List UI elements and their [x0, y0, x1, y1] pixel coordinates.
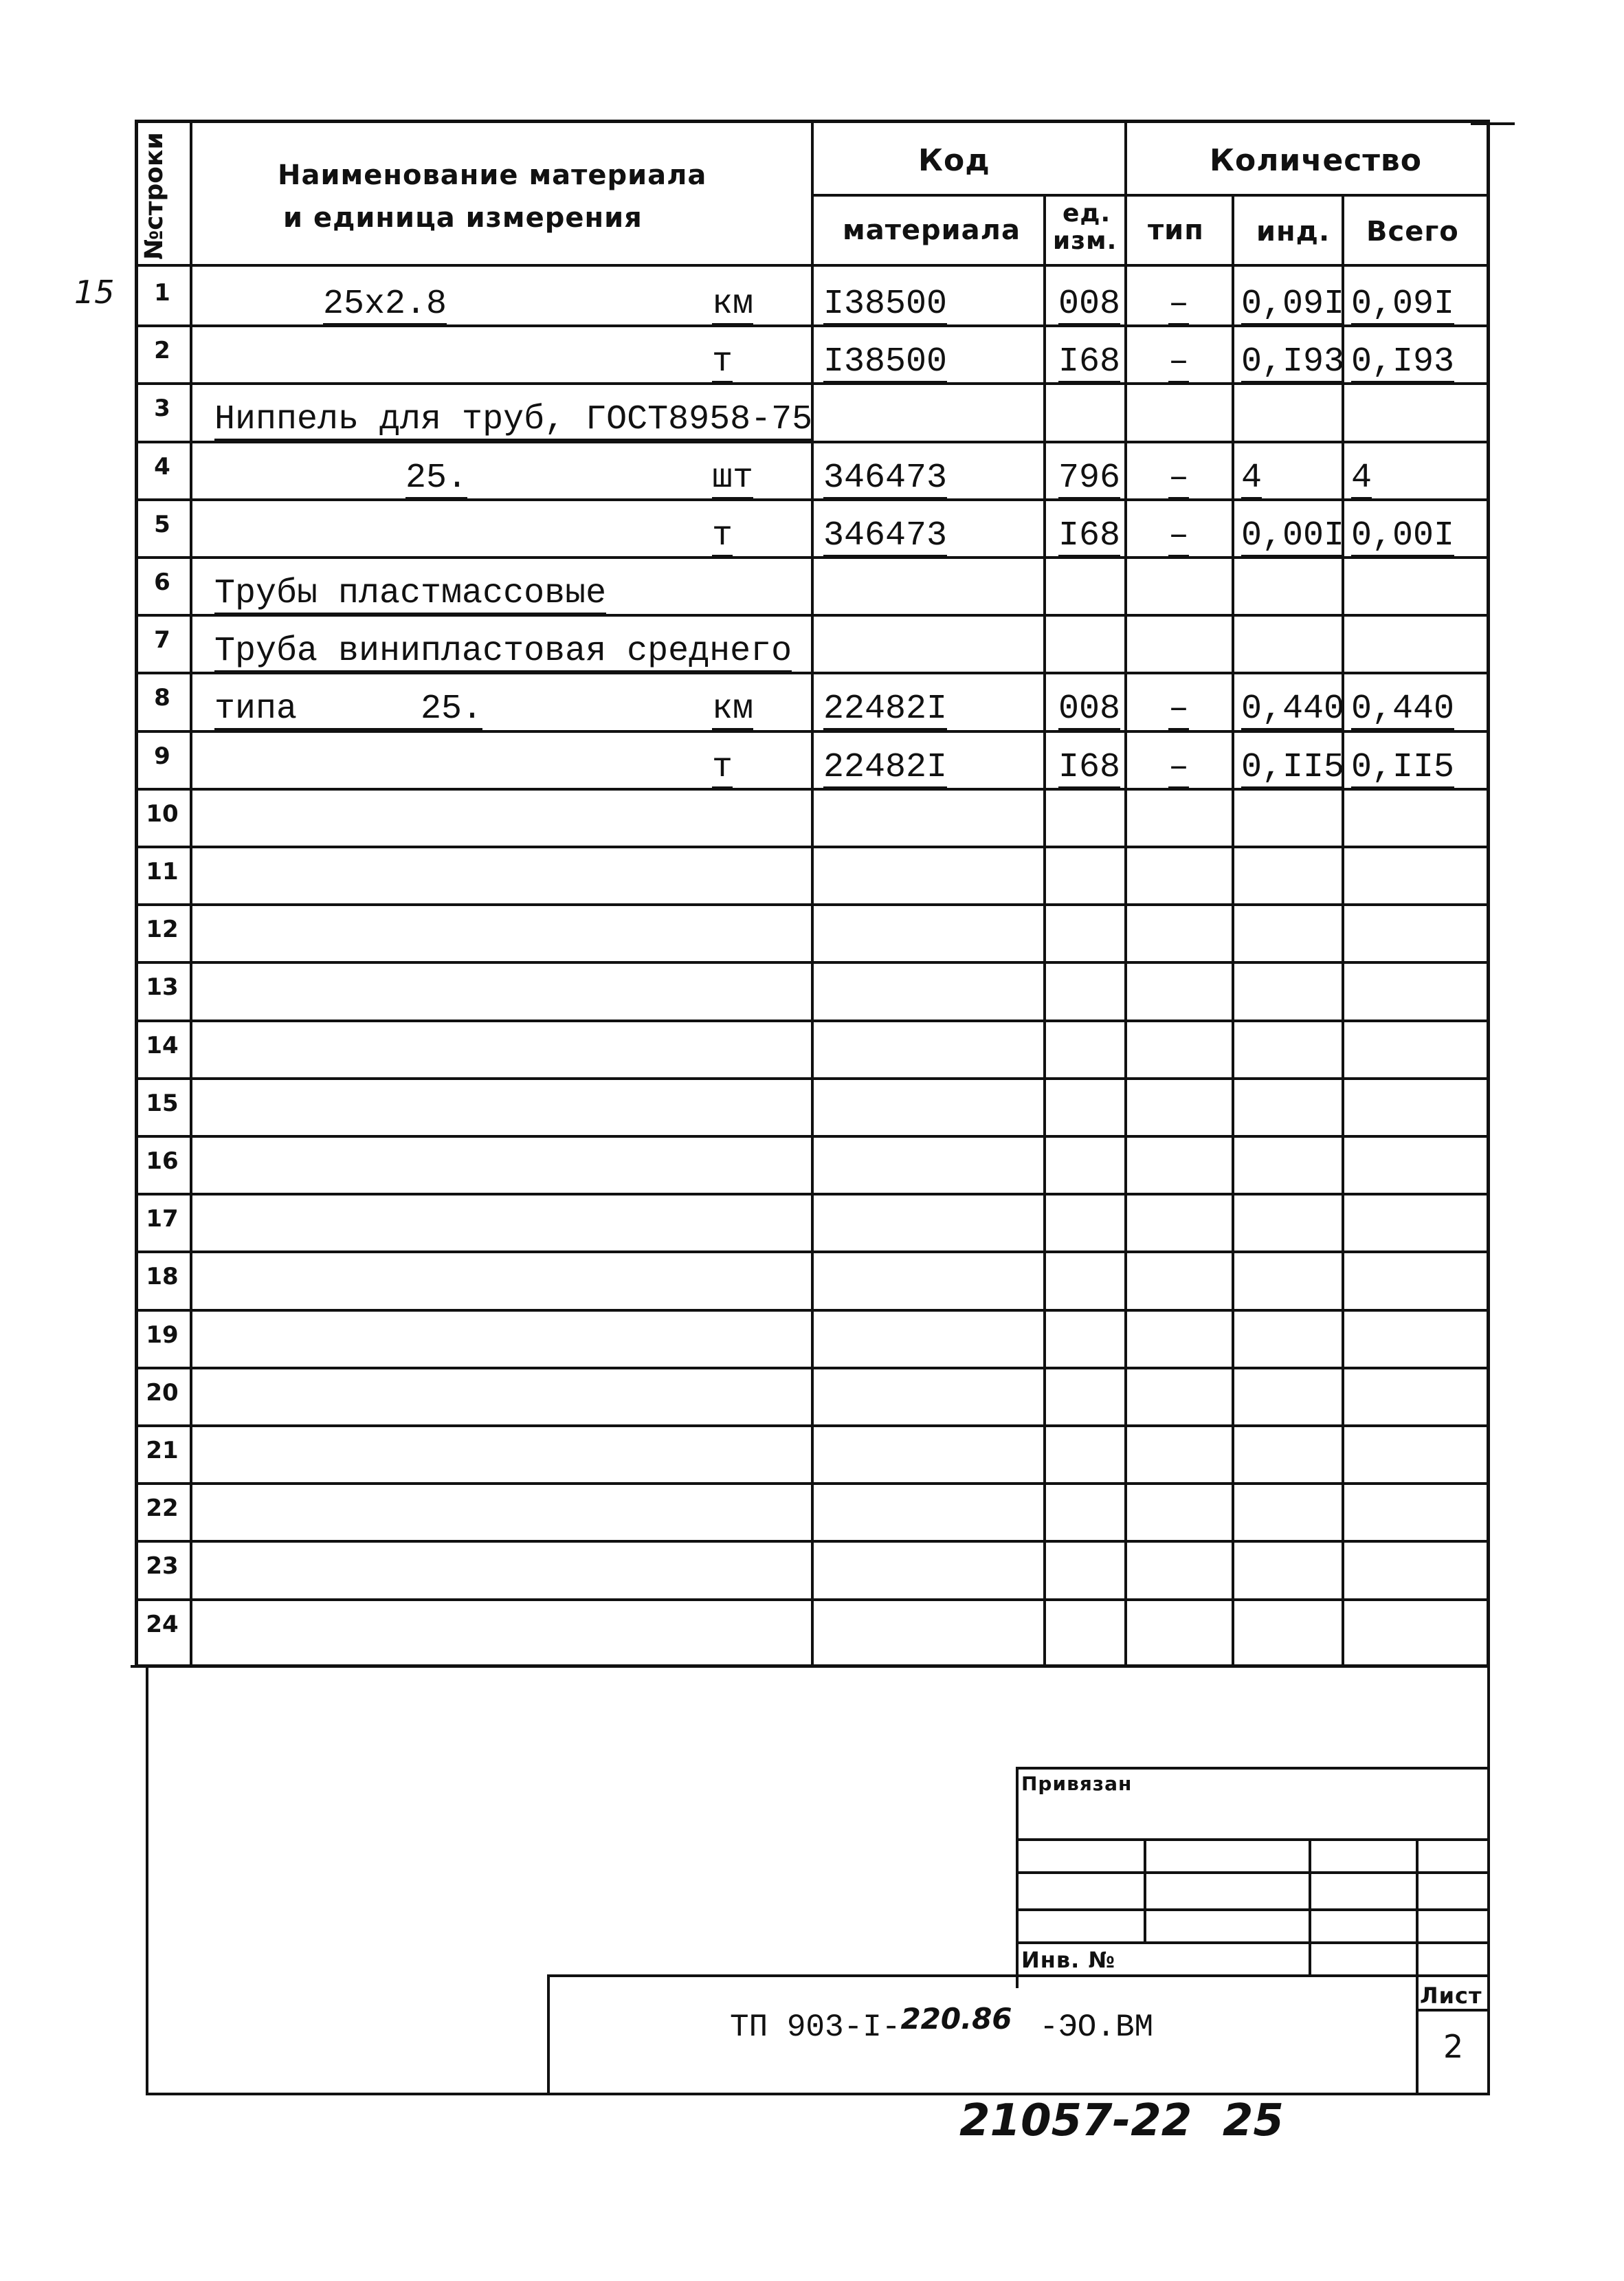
- col-line-type: [1232, 194, 1234, 1668]
- attached-row-line-2: [1016, 1871, 1490, 1874]
- material-name-cell: 25.: [405, 461, 467, 500]
- margin-note: 15: [74, 274, 115, 311]
- stamp-left-border: [146, 1668, 148, 2095]
- row-separator: [135, 1367, 1490, 1369]
- row-number: 16: [146, 1147, 179, 1175]
- attached-col-line-3: [1416, 1838, 1419, 2093]
- sheet-label-line: [1416, 2009, 1490, 2012]
- row-number: 20: [146, 1378, 179, 1407]
- material-code-cell: I38500: [823, 287, 947, 326]
- inventory-number-label: Инв. №: [1021, 1947, 1115, 1973]
- quantity-total-header: Всего: [1366, 216, 1459, 247]
- material-code-cell: I38500: [823, 345, 947, 384]
- attached-row-line-4: [1016, 1941, 1490, 1944]
- row-separator: [135, 1424, 1490, 1427]
- total-qty-cell: 0,00I: [1351, 519, 1454, 558]
- row-separator: [135, 1540, 1490, 1543]
- material-code-cell: 22482I: [823, 751, 947, 789]
- individual-qty-cell: 0,II5: [1241, 751, 1344, 789]
- type-cell: –: [1168, 751, 1189, 789]
- row-number: 22: [146, 1495, 179, 1523]
- row-separator: [135, 1193, 1490, 1195]
- unit-name-cell: т: [712, 751, 733, 789]
- row-separator: [135, 1020, 1490, 1022]
- unit-code-cell: 796: [1058, 461, 1120, 500]
- total-qty-cell: 0,09I: [1351, 287, 1454, 326]
- quantity-ind-header: инд.: [1256, 216, 1331, 247]
- row-separator: [135, 1309, 1490, 1312]
- row-separator: [135, 1077, 1490, 1080]
- attached-left-line: [1016, 1767, 1019, 1988]
- material-code-cell: 346473: [823, 461, 947, 500]
- individual-qty-cell: 0,I93: [1241, 345, 1344, 384]
- individual-qty-cell: 4: [1241, 461, 1262, 500]
- col-line-rownum: [190, 120, 192, 1668]
- footer-handwritten-number: 21057-22 25: [959, 2095, 1284, 2146]
- unit-name-cell: т: [712, 345, 733, 384]
- row-number: 9: [154, 742, 170, 770]
- quantity-header: Количество: [1210, 143, 1422, 178]
- total-qty-cell: 4: [1351, 461, 1372, 500]
- row-number: 19: [146, 1321, 179, 1349]
- unit-code-cell: 008: [1058, 692, 1120, 731]
- sheet-label: Лист: [1420, 1983, 1482, 2009]
- attached-col-line-1: [1144, 1838, 1146, 1941]
- row-number: 15: [146, 1089, 179, 1117]
- row-number: 3: [154, 395, 170, 423]
- unit-name-cell: км: [712, 692, 753, 731]
- row-number: 8: [154, 684, 170, 712]
- sheet-number: 2: [1443, 2028, 1465, 2065]
- total-qty-cell: 0,I93: [1351, 345, 1454, 384]
- code-material-header: материала: [843, 214, 1021, 246]
- row-separator: [135, 1482, 1490, 1485]
- row-number: 21: [146, 1437, 179, 1464]
- unit-code-cell: 008: [1058, 287, 1120, 326]
- col-line-unit: [1124, 120, 1127, 1668]
- individual-qty-cell: 0,440: [1241, 692, 1344, 731]
- individual-qty-cell: 0,00I: [1241, 519, 1344, 558]
- row-number: 23: [146, 1552, 179, 1580]
- material-name-cell: Труба винипластовая среднего: [214, 635, 792, 673]
- row-number: 12: [146, 916, 179, 944]
- attached-top-line: [1016, 1767, 1490, 1770]
- name-header-line1: Наименование материала: [278, 159, 707, 191]
- col-line-name: [811, 120, 814, 1668]
- header-mid-line: [811, 194, 1490, 197]
- row-number: 18: [146, 1263, 179, 1291]
- material-code-cell: 346473: [823, 519, 947, 558]
- row-number: 14: [146, 1031, 179, 1059]
- row-number: 1: [154, 279, 170, 307]
- material-name-cell: типа 25.: [214, 692, 482, 731]
- row-separator: [135, 846, 1490, 848]
- document-code-suffix: -ЭО.ВМ: [1039, 2009, 1154, 2045]
- material-name-cell: Трубы пластмассовые: [214, 577, 606, 615]
- row-separator: [135, 903, 1490, 906]
- material-name-cell: Ниппель для труб, ГОСТ8958-75: [214, 403, 812, 441]
- type-cell: –: [1168, 692, 1189, 731]
- row-number: 13: [146, 973, 179, 1002]
- unit-code-cell: I68: [1058, 345, 1120, 384]
- row-number: 7: [154, 626, 170, 654]
- stamp-bottom-border: [146, 2093, 1490, 2095]
- attached-label: Привязан: [1021, 1772, 1133, 1795]
- material-name-cell: 25x2.8: [323, 287, 447, 326]
- unit-name-cell: т: [712, 519, 733, 558]
- doc-code-top-line: [547, 1974, 1490, 1977]
- row-number: 17: [146, 1205, 179, 1233]
- type-cell: –: [1168, 519, 1189, 558]
- attached-col-line-2: [1309, 1838, 1311, 1976]
- row-number: 10: [146, 800, 179, 828]
- attached-row-line-3: [1016, 1908, 1490, 1911]
- unit-name-cell: шт: [712, 461, 753, 500]
- material-code-cell: 22482I: [823, 692, 947, 731]
- row-separator: [135, 961, 1490, 964]
- row-separator: [135, 1135, 1490, 1138]
- row-separator: [135, 498, 1490, 501]
- doc-code-left-line: [547, 1974, 550, 2093]
- row-separator: [135, 1598, 1490, 1601]
- stamp-right-border: [1487, 1668, 1490, 2095]
- row-number: 11: [146, 858, 179, 885]
- row-separator: [135, 1250, 1490, 1253]
- code-header: Код: [918, 143, 990, 178]
- document-code: [730, 2002, 1154, 2045]
- col-line-mat: [1043, 194, 1046, 1668]
- row-number: 4: [154, 452, 170, 481]
- individual-qty-cell: 0,09I: [1241, 287, 1344, 326]
- document-code-prefix: ТП 903-I-: [730, 2009, 901, 2045]
- type-cell: –: [1168, 345, 1189, 384]
- quantity-type-header: тип: [1148, 214, 1204, 246]
- unit-code-cell: I68: [1058, 519, 1120, 558]
- code-unit-header-line1: ед.: [1063, 199, 1111, 228]
- table-bottom-extension: [131, 1665, 144, 1668]
- unit-name-cell: км: [712, 287, 753, 326]
- total-qty-cell: 0,440: [1351, 692, 1454, 731]
- type-cell: –: [1168, 461, 1189, 500]
- row-number: 24: [146, 1610, 179, 1638]
- row-number: 5: [154, 510, 170, 538]
- unit-code-cell: I68: [1058, 751, 1120, 789]
- type-cell: –: [1168, 287, 1189, 326]
- code-unit-header-line2: изм.: [1053, 227, 1117, 255]
- row-number: 2: [154, 337, 170, 365]
- col-line-ind: [1342, 194, 1344, 1668]
- total-qty-cell: 0,II5: [1351, 751, 1454, 789]
- row-number: 6: [154, 569, 170, 596]
- attached-row-line-1: [1016, 1838, 1490, 1841]
- row-number-header: №строки: [140, 132, 168, 260]
- document-code-handwritten: 220.86: [900, 2002, 1012, 2036]
- name-header-line2: и единица измерения: [283, 202, 643, 234]
